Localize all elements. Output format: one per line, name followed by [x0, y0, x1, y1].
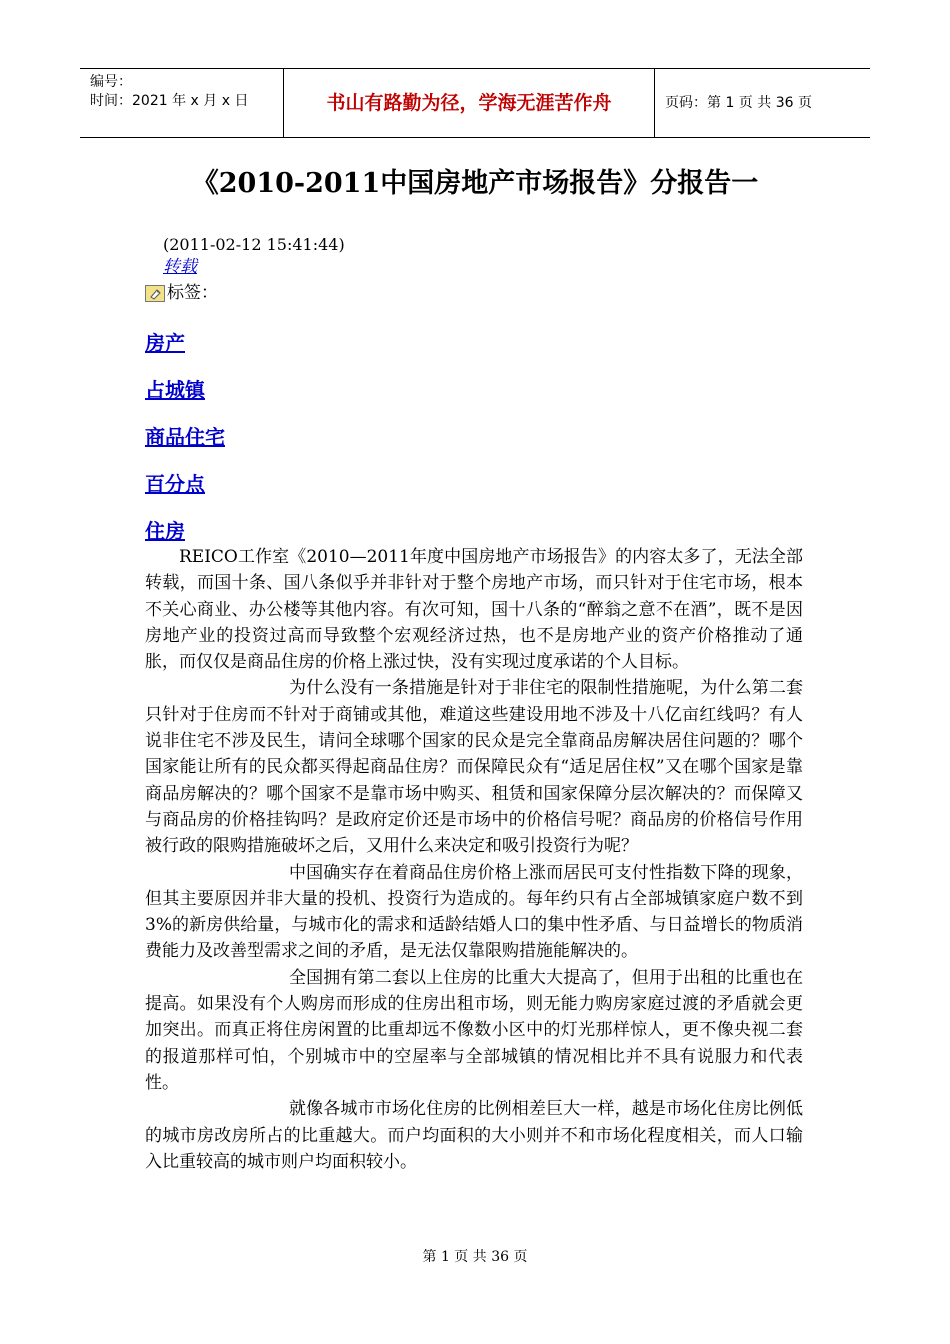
header-motto: 书山有路勤为径，学海无涯苦作舟: [326, 92, 612, 114]
document-date: 时间：2021 年 x 月 x 日: [90, 93, 249, 109]
tag-link-zhanchengzhen[interactable]: 占城镇: [145, 378, 205, 402]
tags-row: [145, 282, 218, 304]
repost-link[interactable]: 转载: [163, 257, 197, 277]
article-paragraph: 就像各城市市场化住房的比例相差巨大一样，越是市场化住房比例低的城市房改房所占的比重越大。而户均面积的大小则并不和市场化程度相关，而人口输入比重较高的城市则户均面积较小。: [145, 1099, 803, 1172]
article-paragraph: 全国拥有第二套以上住房的比重大大提高了，但用于出租的比重也在提高。如果没有个人购房而形成的住房出租市场，则无能力购房家庭过渡的矛盾就会更加突出。而真正将住房闲置的比重却远不像数小区中的灯光那样惊人，更不像央视二套的报道那样可怕，个别城市中的空屋率与全部城镇的情况相比并不具有说服力和代表性。: [145, 967, 803, 1093]
article-paragraph: 为什么没有一条措施是针对于非住宅的限制性措施呢，为什么第二套只针对于住房而不针对于商铺或其他，难道这些建设用地不涉及十八亿亩红线吗？有人说非住宅不涉及民生，请问全球哪个国家的民众是完全靠商品房解决居住问题的？哪个国家能让所有的民众都买得起商品住房？而保障民众有“适足居住权”又在哪个国家是靠商品房解决的？哪个国家不是靠市场中购买、租赁和国家保障分层次解决的？而保障又与商品房的价格挂钩吗？是政府定价还是市场中的价格信号呢？商品房的价格信号作用被行政的限购措施破坏之后，又用什么来决定和吸引投资行为呢？: [145, 678, 803, 857]
header-info-cell: [80, 69, 283, 137]
tags-label: 标签：: [167, 283, 218, 303]
header-page-cell: [655, 69, 870, 137]
header-motto-cell: [283, 69, 655, 137]
tag-link-zhufang[interactable]: 住房: [145, 519, 185, 543]
tag-icon: [145, 285, 165, 302]
tag-link-fangchan[interactable]: 房产: [145, 331, 185, 355]
article-paragraph: 中国确实存在着商品住房价格上涨而居民可支付性指数下降的现象，但其主要原因并非大量的投机、投资行为造成的。每年约只有占全部城镇家庭户数不到3%的新房供给量，与城市化的需求和适龄结婚人口的集中性矛盾、与日益增长的物质消费能力及改善型需求之间的矛盾，是无法仅靠限购措施能解决的。: [145, 862, 803, 962]
header-page-info: 页码：第 1 页 共 36 页: [665, 95, 812, 111]
document-number-label: 编号：: [90, 74, 132, 90]
document-header: [80, 68, 870, 138]
tag-link-shangpinzhuzhai[interactable]: 商品住宅: [145, 425, 225, 449]
article-paragraph: REICO工作室《2010—2011年度中国房地产市场报告》的内容太多了，无法全部转载，而国十条、国八条似乎并非针对于整个房地产市场，而只针对于住宅市场，根本不关心商业、办公楼等其他内容。有次可知，国十八条的“醉翁之意不在酒”，既不是因房地产业的投资过高而导致整个宏观经济过热，也不是房地产业的资产价格推动了通胀，而仅仅是商品住房的价格上涨过快，没有实现过度承诺的个人目标。: [145, 547, 803, 673]
tag-link-baifendian[interactable]: 百分点: [145, 472, 205, 496]
article-title: 《2010-2011中国房地产市场报告》分报告一: [191, 168, 759, 199]
article-timestamp: (2011-02-12 15:41:44): [163, 235, 345, 254]
article-body: [145, 544, 803, 1175]
page-footer: 第 1 页 共 36 页: [422, 1249, 528, 1265]
